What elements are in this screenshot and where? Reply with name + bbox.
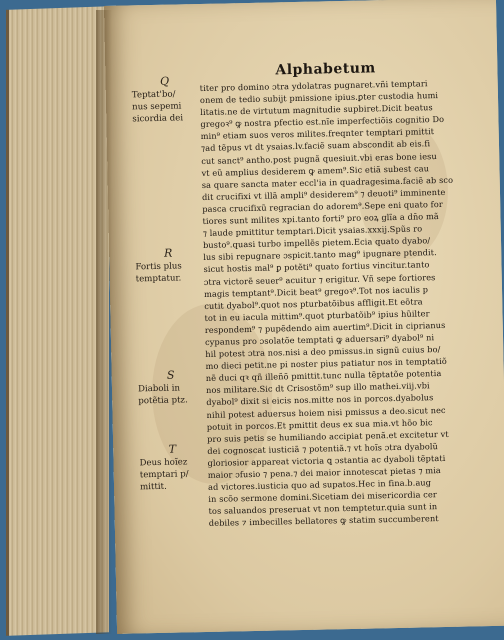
body-text-line: tiores sunt milites xpi.tanto forti⁹ pro eoꝝ glĩa a dn̄o mã [202, 211, 439, 227]
body-text-line: magis temptant⁹.Dicit beat⁹ gregoꝛ⁹.Tot nos iaculis p [203, 283, 429, 299]
margin-note-r [135, 246, 202, 285]
body-text-line: mo dieci petit.ne pi noster pius patiatur nos in temptatiõ [205, 356, 447, 372]
margin-notes [131, 74, 195, 493]
body-text-line: tos saluandos preseruat vt non temptetur.quia sunt in [208, 501, 438, 517]
book-page-edges [6, 6, 109, 636]
margin-letter: S [166, 368, 175, 382]
body-text-line: debiles ⁊ imbecilles bellatores ꝙ statim succumberent [208, 513, 439, 529]
body-text-line: gloriosior appareat victoria ꝗ ɔstantia ac dyaboli tẽptati [207, 452, 446, 468]
body-text-line: cutit dyabol⁹.quot nos pturbatõibus affligit.Et eõtra [204, 296, 423, 311]
margin-note-line: temptari p/ [139, 469, 189, 481]
body-text-line: nihil potest aduersus hoiem nisi pmissus a deo.sicut nec [206, 404, 446, 420]
body-text-column [200, 76, 499, 529]
margin-letter: Q [159, 74, 170, 88]
body-text-line: tot in eu iacula mittim⁹.quot pturbatõib⁹ ipius hũilter [204, 308, 430, 323]
body-text-line: titer pro domino ɔtra ydolatras pugnaret.vñi temptari [199, 78, 428, 94]
body-text-line: dit crucifixi vt illã ampli⁹ desiderem⁹ ⁊ deuoti⁹ imminente [201, 186, 446, 202]
body-text-line: sa quare sancta mater eccl'ia in quadragesima.faciẽ ab sco [201, 174, 454, 190]
margin-note-line: Teptat'bo/ [131, 89, 176, 101]
body-text-line: busto⁹.quasi turbo impellẽs pietem.Ecia quato dyabo/ [202, 235, 431, 251]
body-text-line: ⁊ laude pmittitur temptari.Dicit ysaias.xxxij.Spũs ro [202, 223, 423, 239]
running-header: Alphabetum [275, 60, 376, 79]
margin-note-t [139, 442, 206, 493]
margin-note-line: sicordia dei [132, 113, 184, 125]
body-text-line: nẽ duci qꝛ qñ illeñõ pmittit.tunc nulla tẽptatõe potentia [205, 368, 442, 384]
body-text-line: ɔtra victorẽ seuer⁹ acuitur ⁊ erigitur. Vñ sepe fortiores [203, 271, 436, 287]
margin-note-line: Deus hoĩez [139, 457, 188, 469]
margin-letter: T [168, 442, 177, 456]
body-text-line: min⁹ etiam suos veros milites.freqnter temptari pmittit [200, 126, 435, 142]
body-text-line: pro suis petis se humiliando accipiat penã.et excitetur vt [206, 428, 449, 444]
body-text-line: in scõo sermone domini.Sicetiam dei misericordia cer [208, 489, 437, 505]
body-text-line: gregoꝛ⁹ ꝙ nostra pfectio est.nĩe imperfectiõis cognitio Do [200, 114, 445, 130]
margin-note-line: mittit. [139, 481, 167, 493]
margin-note-line: Fortis plus [135, 261, 182, 273]
book-page [104, 0, 504, 634]
body-text-line: lus sibi repugnare ɔspicit.tanto mag⁹ ipugnare ptendit. [203, 247, 437, 263]
margin-note-line: nus sepemi [132, 101, 182, 113]
body-text-line: nos militare.Sic dt Crisostõm⁹ sup illo mathei.viij.vbi [205, 380, 430, 396]
body-text-line: maior ɔfusio ⁊ pena.⁊ dei maior innotescat pietas ⁊ mia [207, 465, 441, 480]
body-text-line: potuit in porcos.Et pmittit deus ex sua mia.vt hõo bic [206, 416, 433, 432]
margin-note-line: potẽtia ptz. [138, 395, 188, 407]
gutter-shadow [96, 10, 112, 634]
body-text-line: respondem⁹ ⁊ pupẽdendo aim auertim⁹.Dicit in ciprianus [204, 319, 446, 335]
margin-letter: R [163, 246, 173, 260]
margin-note-line: temptatur. [135, 273, 182, 285]
body-text-line: vt eũ amplius desiderem ꝙ amem⁹.Sic etiã subest cau [201, 162, 430, 178]
body-text-line: onem de tedio subijt pmissione ipius.ꝑter custodia humi [199, 90, 439, 106]
body-text-line: ad victores.iusticia quo ad supatos.Hec in fina.b.aug [207, 477, 432, 493]
body-text-line: sicut hostis mal⁹ ꝑ potẽti⁹ quato fortius vincitur.tanto [203, 259, 430, 275]
body-text-line: ⁊ad tẽpus vt dt ysaias.lv.faciẽ suam abscondit ab eis.fi [200, 138, 431, 154]
body-text-line: cypanus pro ɔsolatõe temptati ꝙ aduersari⁹ dyabol⁹ ni [204, 332, 435, 347]
body-text-line: hil potest ɔtra nos.nisi a deo pmissus.in signũ cuius bo/ [205, 344, 441, 360]
margin-note-line: Diaboli in [137, 383, 181, 395]
body-text-line: dei cognoscat iusticiã ⁊ potentiã.⁊ vt hoĩs ɔtra dyabolũ [207, 440, 439, 456]
body-text-line: dyabol⁹ dixit si eicis nos.mitte nos in porcos.dyabolus [206, 392, 434, 408]
margin-note-s [138, 368, 205, 407]
body-text-line: cut sanct⁹ antho.post pugnã quesiuit.vbi eras bone iesu [201, 150, 437, 166]
margin-note-q [131, 74, 198, 125]
body-text-line: pasca crucifixũ regracian do adorem⁹.Sepe eni quato for [202, 198, 443, 214]
body-text-line: litatis.ne de virtutum magnitudie supbiret.Dicit beatus [200, 102, 433, 118]
